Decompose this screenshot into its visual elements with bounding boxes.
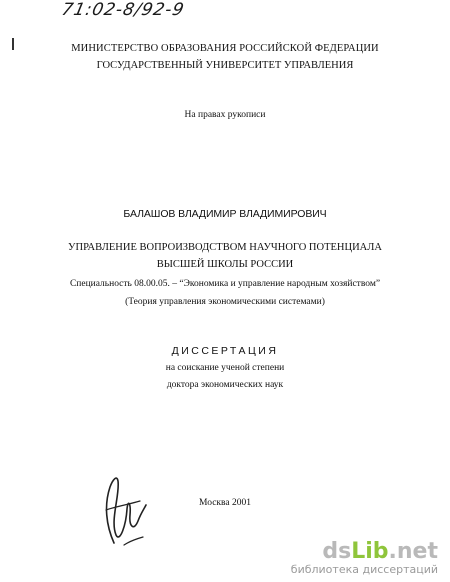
dslib-watermark <box>291 541 438 576</box>
archive-code-handwritten: 71:02-8/92-9 <box>59 0 187 20</box>
signature-image <box>96 465 156 550</box>
dslib-logo: dsLib.net <box>322 539 438 564</box>
thesis-title-line-1: УПРАВЛЕНИЕ ВОПРОИЗВОДСТВОМ НАУЧНОГО ПОТЕНЦИАЛА <box>68 242 382 253</box>
university-heading: ГОСУДАРСТВЕННЫЙ УНИВЕРСИТЕТ УПРАВЛЕНИЯ <box>96 60 354 71</box>
dslib-subtitle: библиотека диссертаций <box>290 563 438 576</box>
specialty-line: Специальность 08.00.05. – “Экономика и управление народным хозяйством” <box>69 279 381 289</box>
degree-line-2: доктора экономических наук <box>166 380 284 390</box>
degree-line-1: на соискание ученой степени <box>165 363 285 373</box>
specialty-subline: (Теория управления экономическими системами) <box>125 297 325 307</box>
thesis-title-line-2: ВЫСШЕЙ ШКОЛЫ РОССИИ <box>156 259 294 270</box>
rights-note: На правах рукописи <box>184 110 266 120</box>
ministry-heading: МИНИСТЕРСТВО ОБРАЗОВАНИЯ РОССИЙСКОЙ ФЕДЕРАЦИИ <box>71 43 379 54</box>
document-type: ДИССЕРТАЦИЯ <box>171 345 279 357</box>
city-year: Москва 2001 <box>199 498 251 508</box>
author-name: БАЛАШОВ ВЛАДИМИР ВЛАДИМИРОВИЧ <box>123 208 327 220</box>
